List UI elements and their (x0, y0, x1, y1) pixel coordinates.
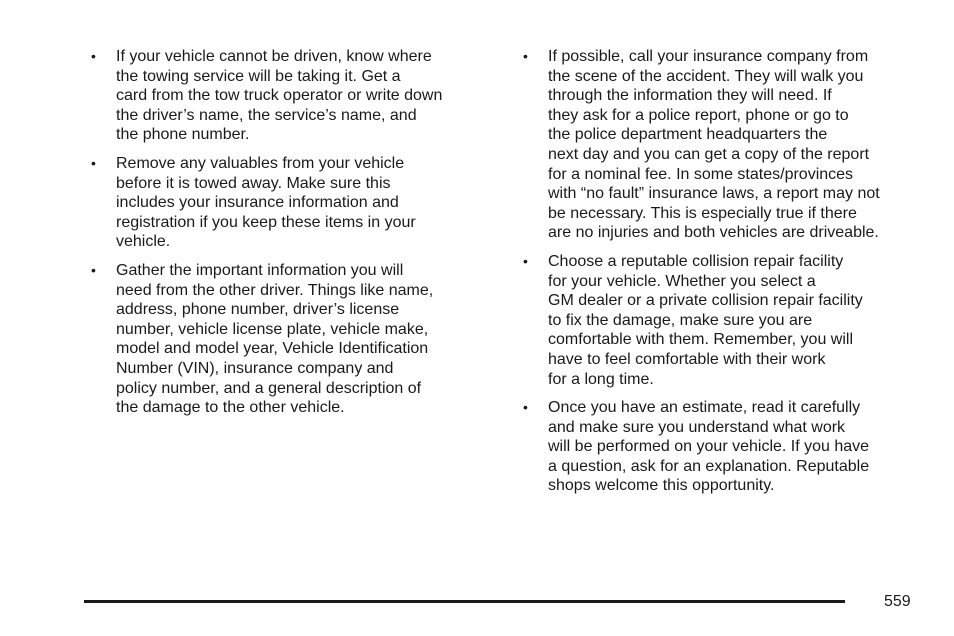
text-line: through the information they will need. If (548, 87, 832, 105)
bullet-text (116, 154, 491, 252)
text-line: for a long time. (548, 370, 654, 388)
text-line: with “no fault” insurance laws, a report may not (548, 185, 880, 203)
text-line: they ask for a police report, phone or go to (548, 106, 849, 124)
text-line: are no injuries and both vehicles are driveable. (548, 224, 879, 242)
bullet-text (548, 252, 923, 389)
text-line: to fix the damage, make sure you are (548, 311, 813, 329)
text-line: the damage to the other vehicle. (116, 399, 345, 417)
bullet-icon: • (91, 154, 96, 171)
bullet-icon: • (523, 399, 528, 416)
text-line: address, phone number, driver’s license (116, 301, 400, 319)
text-line: If possible, call your insurance company from (548, 48, 869, 65)
bullet-icon: • (523, 48, 528, 64)
text-line: registration if you keep these items in your (116, 213, 416, 231)
text-line: need from the other driver. Things like name, (116, 281, 434, 299)
page-number: 559 (884, 593, 911, 610)
text-line: policy number, and a general description of (116, 379, 422, 397)
bullet-icon: • (523, 252, 528, 269)
bullet-item (91, 261, 491, 418)
text-line: and make sure you understand what work (548, 418, 846, 436)
text-line: have to feel comfortable with their work (548, 350, 826, 368)
text-line: Once you have an estimate, read it carefully (548, 399, 861, 417)
text-line: Choose a reputable collision repair facility (548, 252, 844, 270)
bullet-text (548, 398, 923, 496)
text-line: the phone number. (116, 126, 250, 144)
bullet-item (523, 252, 923, 389)
text-line: the scene of the accident. They will walk you (548, 67, 864, 85)
text-line: next day and you can get a copy of the report (548, 145, 870, 163)
bullet-text (116, 261, 491, 418)
text-line: If your vehicle cannot be driven, know where (116, 48, 432, 65)
text-line: model and model year, Vehicle Identification (116, 340, 429, 358)
text-line: comfortable with them. Remember, you will (548, 331, 853, 349)
bullet-icon: • (91, 261, 96, 278)
text-line: Gather the important information you will (116, 261, 404, 279)
text-line: for your vehicle. Whether you select a (548, 272, 816, 290)
text-line: includes your insurance information and (116, 194, 399, 212)
bullet-item (523, 398, 923, 496)
text-line: Remove any valuables from your vehicle (116, 154, 405, 172)
text-line: the towing service will be taking it. Get a (116, 67, 401, 85)
text-line: be necessary. This is especially true if there (548, 204, 857, 222)
text-line: will be performed on your vehicle. If you have (548, 438, 870, 456)
text-line: GM dealer or a private collision repair facility (548, 292, 863, 310)
bullet-text (548, 47, 923, 243)
text-line: the police department headquarters the (548, 126, 828, 144)
text-line: a question, ask for an explanation. Reputable (548, 457, 870, 475)
text-line: vehicle. (116, 233, 171, 251)
bullet-item (91, 47, 491, 145)
text-line: for a nominal fee. In some states/provinces (548, 165, 854, 183)
text-line: before it is towed away. Make sure this (116, 174, 391, 192)
bullet-text (116, 47, 491, 145)
text-line: Number (VIN), insurance company and (116, 359, 394, 377)
bullet-icon: • (91, 48, 96, 64)
left-column (91, 47, 491, 427)
text-line: card from the tow truck operator or write down (116, 87, 443, 105)
right-column (523, 47, 923, 505)
text-line: the driver’s name, the service’s name, and (116, 106, 417, 124)
bullet-item (91, 154, 491, 252)
bullet-item (523, 47, 923, 243)
text-line: shops welcome this opportunity. (548, 477, 775, 495)
footer-rule (84, 600, 845, 603)
text-line: number, vehicle license plate, vehicle make, (116, 320, 429, 338)
